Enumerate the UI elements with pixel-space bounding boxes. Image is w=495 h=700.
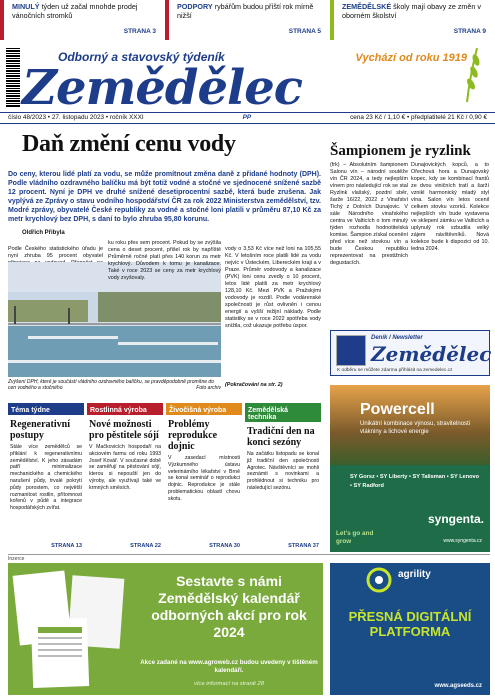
ad-text: Unikátní kombinace výnosu, stravitelnosti vlákniny a lichové energie [360,421,471,435]
issue-date: 27. listopadu 2023 [51,114,105,121]
teaser-1[interactable] [0,0,162,40]
teaser-lead: PODPORY [177,2,213,11]
section-title: Tradiční den na konci sezóny [247,426,315,448]
agrility-ad-title: PŘESNÁ DIGITÁLNÍ PLATFORMA [348,609,472,639]
calendar-ad-title: Sestavte s námi Zemědělský kalendář odborných akcí pro rok 2024 [151,573,307,640]
caption-text: Zvýšení DPH, které je součástí vládního ozdravného balíčku, se pravděpodobně promítne do cen vodného a stočného [8,379,214,391]
agrility-logo: agrility [398,569,431,580]
teaser-text: rybářům budou příští rok mírně nižší [177,2,314,20]
newsletter-subtitle: K odběru se můžete zdarma přihlásit na zemedelec.cz [337,368,453,373]
ad-varieties: SY Gorsz • SY Liberty • SY Talisman • SY Lenovo • SY Radford [350,474,480,489]
continue-reference[interactable]: (Pokračování na str. 2) [225,382,283,388]
section-text: V Mačkovicích hospodaří na akciovém farmu od roku 1993 Josef Kovář. V současné době se zaměřují na pěstování sójí, kterou si nepouští jen do výroby, ale využívají také ve krmných směsích. [89,444,161,491]
calendar-ad[interactable] [8,563,323,695]
barcode-icon [6,48,20,108]
agrility-logo-icon [364,565,394,595]
lead-column-text: vody o 3,53 Kč více než loni na 105,55 Kč. V letošním roce platili lidé za vodu nejvíc v Ústeckém, Libereckém kraji a v Praze. Průměr vodovody a kanalizace (PVK) loni cenu zvedly o 10 procent, letos lidé platili za metr krychlový 128,10 Kč. Mezi PVK a Pražskými vodovody je rozdíl. Podle vodárenské společnosti je růst ovlivněn i cenou energií a vyšší režijní náklady. Podle statistiky se v roce 2022 spotřeba vody snížila, což ukazuje potřebu úspor. [225,246,321,329]
section-page: STRANA 22 [130,543,161,549]
photo-credit: Foto archiv [196,385,221,391]
section-text: V zasedací místnosti Výzkumného ústavu veterinárního lékařství v Brně se konal seminář o reprodukci dojnic. Reprodukce je stále problematickou oblastí chovu skotu. [168,455,240,502]
section-tag: Téma týdne [8,406,84,415]
teaser-text: školy mají obavy ze změn v oborném školství [342,2,482,20]
teaser-page: STRANA 3 [123,28,156,36]
masthead [0,42,495,116]
calendar-ad-text: Akce zadané na www.agroweb.cz budou uvedeny v tištěném kalendáři. [140,659,318,674]
section-rostlinna-vyroba[interactable] [87,403,163,551]
calendar-ad-note: více informací na straně 28 [194,681,264,687]
pp-icon: PP [242,114,252,121]
section-text: Stále více zemědělců se přiklání k regenerativnímu zemědělství. K jeho zásadám patří minimalizace mechanického a chemického narušení půdy, trvalé pokrytí půdy porostem, co největší rozmanitost rostlin, přítomnost kořenů v půdě a integrace hospodářských zvířat. [10,444,82,512]
newsletter-thumbnail [336,335,366,366]
masthead-since: Vychází od roku 1919 [355,52,467,64]
masthead-logo: Zemědělec [22,60,303,116]
syngenta-ad[interactable] [330,385,490,552]
issue-bar [0,112,495,124]
section-tag: Zemědělská technika [245,406,321,422]
section-page: STRANA 30 [209,543,240,549]
lead-column-text: Podle Českého statistického úřadu je nyní zhruba 95 procent obyvatel [8,246,103,259]
ad-url[interactable]: www.syngenta.cz [443,538,482,544]
right-headline[interactable]: Šampionem je ryzlink [330,143,471,159]
teaser-page: STRANA 5 [288,28,321,36]
section-title: Regenerativní postupy [10,419,70,441]
teaser-lead: ZEMĚDĚLSKÉ [342,2,392,11]
wheat-icon [447,44,487,104]
lead-byline: Oldřich Přibyla [22,230,65,236]
calendar-prints-image [12,567,132,691]
newsletter-logo: Zemědělec [371,342,492,366]
newsletter-box[interactable] [330,330,490,376]
lead-headline[interactable]: Daň změní cenu vody [22,131,236,157]
teaser-page: STRANA 9 [453,28,486,36]
ad-slogan: Let's go and grow [336,530,374,545]
ad-product: Powercell [360,401,435,418]
right-column-1: (frk) – Absolutním šampionem Salonu vín – národní soutěže vín ČR 2024, a tedy nejlepším vínem pro následující rok se stal Ryzlink vlašský, pozdní sběr, šarže 16/22, 2022 z Vinařství Tichý z Dolních Dunajovic. V sále Národního vinařského centra ve Valticích o tom minulý týden rozhodla hodnotitelská komise. Šampion získal ocenění před více než stovkou vín a bude Českou republiku reprezentovat na prestižních degustacích. [330,162,408,266]
section-tag: Rostlinná výroba [87,406,163,415]
section-teasers [8,403,321,551]
teaser-text: týden už začal mnohde prodej vánočních stromků [12,2,138,20]
section-page: STRANA 13 [51,543,82,549]
lead-column-c [225,246,321,381]
lead-column-text: ku roku přes sem procent. Pokud by se zvýšila cena o deset procent, přišel rok by napříště Průměrně ročně platí přes 140 korun za metr krychlový. Důvodem k tomu je kanalizace. Také v roce 2023 se ceny za metr krychlový vody zvyšovaly. [108,240,221,281]
section-page: STRANA 37 [288,543,319,549]
right-column-2: Dunajovických kopců, a to Ořechová hora a Dunajovský kopec, kdy se kombinací frantů ze dvou viničních tratí a šarží vznikl harmonický mladý styl vína. Salon vín letos ocenil celkem stovku vzorků. Kolekce nejlepších vín bude vystavena ve sklepení zámku ve Valticích a uplynulý rok vzbudila velký zájem návštěvníků. Nová kolekce bude k dispozici od 10. ledna 2024. [411,162,489,252]
lead-intro: Do ceny, kterou lidé platí za vodu, se může promítnout změna daně z přidané hodnoty (DPH). Podle vládního ozdravného balíčku má být totiž vodné a stočné ve sjednocené snížené sazbě 12 procent. Nyní je DPH ve druhé snížené desetiprocentní sazbě, která bude zrušena. Jak vyplývá ze Zprávy o stavu vodního hospodářství ČR za rok 2022 Ministerstva zemědělství, tzv. Modré zprávy, obyvatelé České republiky za vodné a stočné loni platili v průměru 87,10 Kč za metr krychlový bez DPH, s daní to bylo zhruba 95,80 korunu. [8,171,321,223]
teaser-lead: MINULÝ [12,2,40,11]
teaser-2[interactable] [165,0,327,40]
section-tag: Živočišná výroba [166,406,242,415]
ad-label: Inzerce [8,556,25,562]
section-title: Problémy reprodukce dojnic [168,419,218,452]
masthead-tagline: Odborný a stavovský týdeník [58,50,225,64]
section-tema-tydne[interactable] [8,403,84,551]
teaser-bar [0,0,495,42]
issue-volume: ročník XXXI [109,114,144,121]
newsletter-pre: Deník / Newsletter [371,335,423,341]
issue-number: číslo 48/2023 [8,114,47,121]
agrility-ad-url[interactable]: www.agseeds.cz [434,683,482,689]
lead-column-b [108,240,221,281]
agrility-ad[interactable] [330,563,490,695]
section-zemedelska-technika[interactable] [245,403,321,551]
photo-caption [8,379,221,391]
divider [8,554,490,555]
issue-price: cena 23 Kč / 1,10 € • předplatitelé 21 Kč / 0,90 € [350,114,487,121]
teaser-3[interactable] [330,0,492,40]
section-zivocisna-vyroba[interactable] [166,403,242,551]
section-text: Na začátku listopadu se konal již tradiční den společnosti Agrotec. Návštěvníci se mohli seznámit s novinkami a prohlédnout si techniku pro následující sezónu. [247,451,319,491]
section-title: Nové možnosti pro pěstitele sójí [89,419,159,441]
syngenta-logo: syngenta. [427,512,484,526]
issue-info: číslo 48/2023 • 27. listopadu 2023 • ročník XXXI [8,114,144,121]
